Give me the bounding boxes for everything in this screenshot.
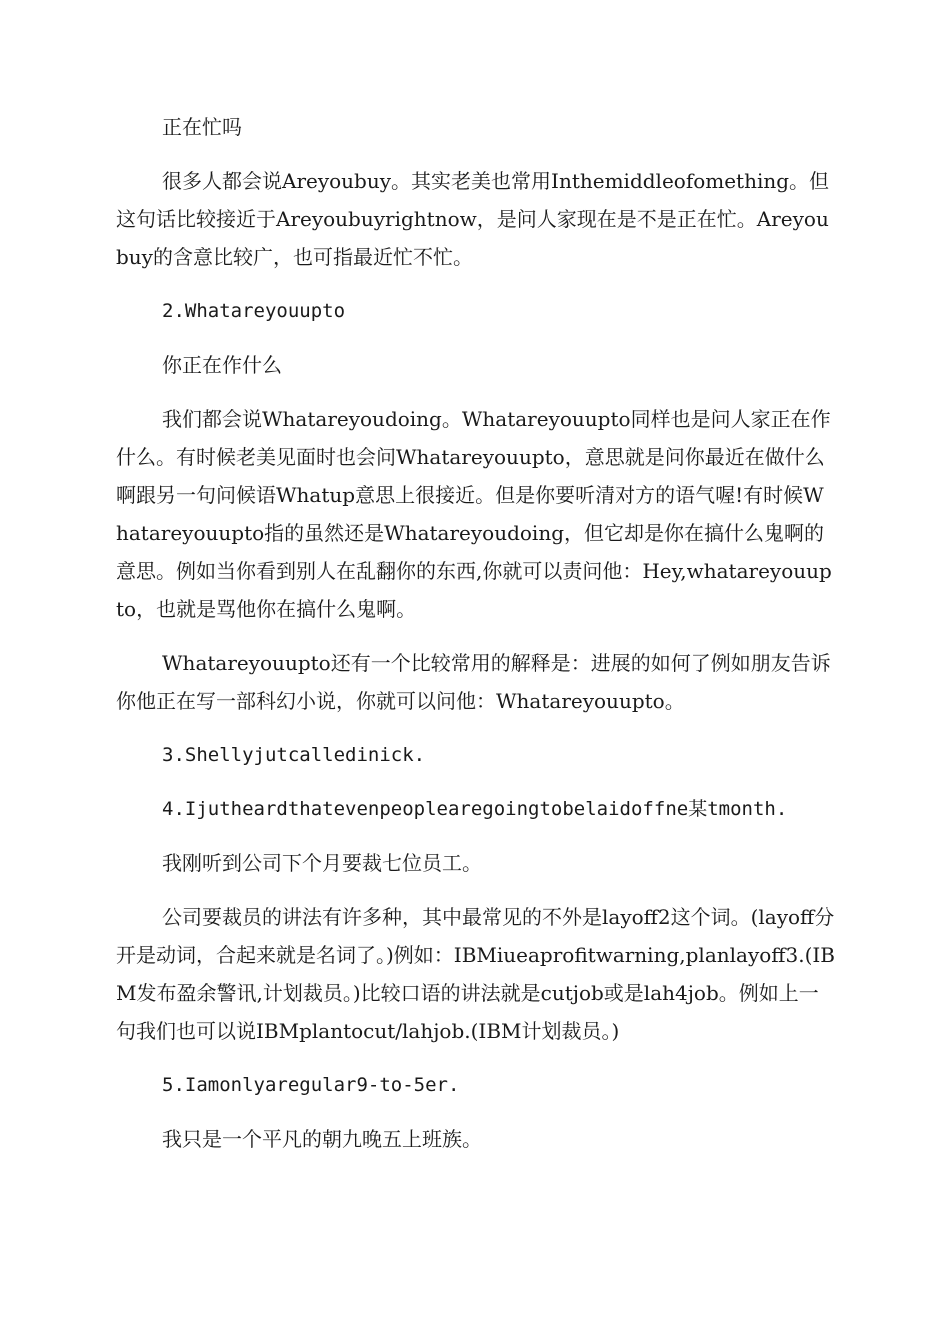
paragraph-phrase-4-translation: 我刚听到公司下个月要裁七位员工。 — [162, 851, 482, 875]
paragraph-layoff-explanation: 公司要裁员的讲法有许多种，其中最常见的不外是layoff2这个词。(layoff分开是动词，合起来就是名词了。)例如：IBMiueaprofitwarning,planlayoff3.(IBM发布盈余警讯,计划裁员。)比较口语的讲法就是cutjob或是lah4job。例如上一句我们也可以说IBMplantocut/lahjob.(IBM计划裁员。) — [116, 905, 835, 1043]
paragraph-phrase-2-explanation: 我们都会说Whatareyoudoing。Whatareyouupto同样也是问人家正在作什么。有时候老美见面时也会问Whatareyouupto，意思就是问你最近在做什么啊跟另一句问候语Whatup意思上很接近。但是你要听清对方的语气喔!有时候Whatareyouupto指的虽然还是Whatareyoudoing，但它却是你在搞什么鬼啊的意思。例如当你看到别人在乱翻你的东西,你就可以责问他：Hey,whatareyouupto，也就是骂他你在搞什么鬼啊。 — [116, 407, 832, 621]
paragraph-heading-busy: 正在忙吗 — [162, 115, 242, 139]
paragraph-areyoubuy-explanation: 很多人都会说Areyoubuy。其实老美也常用Inthemiddleofomething。但这句话比较接近于Areyoubuyrightnow，是问人家现在是不是正在忙。Areyoubuy的含意比较广，也可指最近忙不忙。 — [116, 169, 830, 269]
paragraph-phrase-3: 3.Shellyjutcalledinick. — [162, 744, 426, 766]
document-body — [116, 108, 836, 1174]
paragraph-phrase-4: 4.Ijutheardthatevenpeoplearegoingtobelaidoffne某tmonth. — [162, 798, 788, 820]
paragraph-phrase-2: 2.Whatareyouupto — [162, 300, 346, 322]
paragraph-phrase-2-extra: Whatareyouupto还有一个比较常用的解释是：进展的如何了例如朋友告诉你他正在写一部科幻小说，你就可以问他：Whatareyouupto。 — [116, 651, 831, 713]
paragraph-phrase-2-translation: 你正在作什么 — [162, 353, 282, 377]
paragraph-phrase-5: 5.Iamonlyaregular9-to-5er. — [162, 1074, 460, 1096]
paragraph-phrase-5-translation: 我只是一个平凡的朝九晚五上班族。 — [162, 1127, 482, 1151]
